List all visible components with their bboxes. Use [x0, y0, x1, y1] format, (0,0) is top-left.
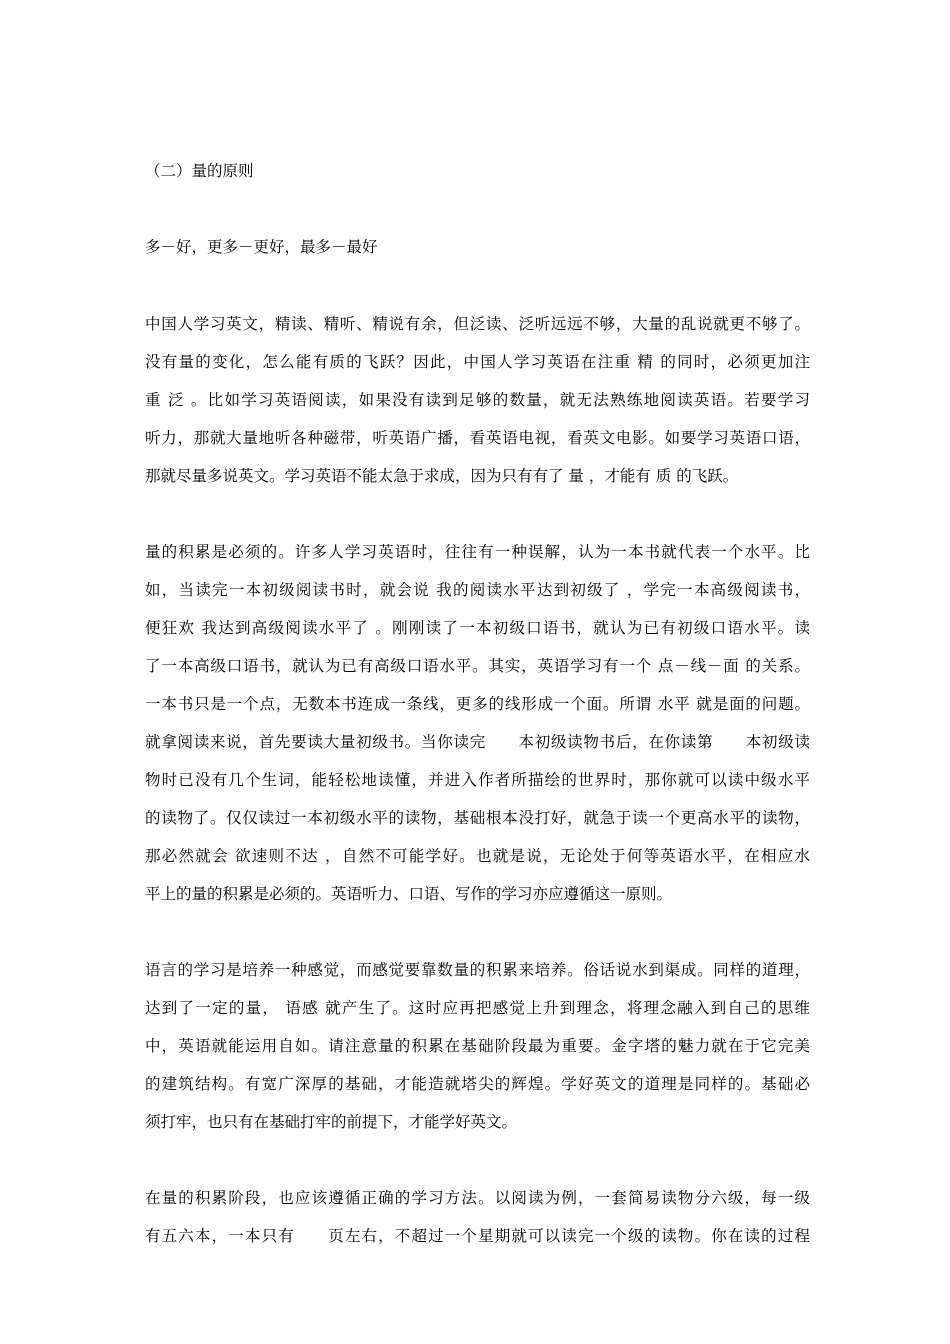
paragraph-3-line-3: 中，英语就能运用自如。请注意量的积累在基础阶段最为重要。金字塔的魅力就在于它完美 — [145, 1037, 810, 1055]
paragraph-2-line-10: 平上的量的积累是必须的。英语听力、口语、写作的学习亦应遵循这一原则。 — [145, 885, 673, 903]
paragraph-2-line-8: 的读物了。仅仅读过一本初级水平的读物，基础根本没打好，就急于读一个更高水平的读物， — [145, 809, 810, 827]
paragraph-2-line-6: 就拿阅读来说，首先要读大量初级书。当你读完 本初级读物书后，在你读第 本初级读 — [145, 733, 810, 751]
section-heading: （二）量的原则 — [145, 162, 254, 180]
paragraph-2-line-9: 那必然就会 欲速则不达 ，自然不可能学好。也就是说，无论处于何等英语水平，在相应水 — [145, 847, 810, 865]
paragraph-4-line-2: 有五六本，一本只有 页左右，不超过一个星期就可以读完一个级的读物。你在读的过程 — [145, 1227, 810, 1245]
paragraph-2-line-5: 一本书只是一个点，无数本书连成一条线，更多的线形成一个面。所谓 水平 就是面的问题。 — [145, 695, 810, 713]
subtitle: 多－好，更多－更好，最多－最好 — [145, 238, 378, 256]
paragraph-1-line-5: 那就尽量多说英文。学习英语不能太急于求成，因为只有有了 量 ，才能有 质 的飞跃。 — [145, 467, 739, 485]
paragraph-3-line-4: 的建筑结构。有宽广深厚的基础，才能造就塔尖的辉煌。学好英文的道理是同样的。基础必 — [145, 1075, 810, 1093]
paragraph-3-line-5: 须打牢，也只有在基础打牢的前提下，才能学好英文。 — [145, 1113, 518, 1131]
paragraph-2-line-4: 了一本高级口语书，就认为已有高级口语水平。其实，英语学习有一个 点－线－面 的关系。 — [145, 657, 810, 675]
paragraph-1-line-2: 没有量的变化，怎么能有质的飞跃？因此，中国人学习英语在注重 精 的同时，必须更加注 — [145, 353, 810, 371]
paragraph-1-line-4: 听力，那就大量地听各种磁带，听英语广播，看英语电视，看英文电影。如要学习英语口语， — [145, 429, 810, 447]
paragraph-1-line-1: 中国人学习英文，精读、精听、精说有余，但泛读、泛听远远不够，大量的乱说就更不够了。 — [145, 315, 810, 333]
paragraph-2-line-1: 量的积累是必须的。许多人学习英语时，往往有一种误解，认为一本书就代表一个水平。比 — [145, 543, 810, 561]
paragraph-1-line-3: 重 泛 。比如学习英语阅读，如果没有读到足够的数量，就无法熟练地阅读英语。若要学习 — [145, 391, 810, 409]
paragraph-2-line-7: 物时已没有几个生词，能轻松地读懂，并进入作者所描绘的世界时，那你就可以读中级水平 — [145, 771, 810, 789]
paragraph-4-line-1: 在量的积累阶段，也应该遵循正确的学习方法。以阅读为例，一套简易读物分六级，每一级 — [145, 1189, 810, 1207]
paragraph-2-line-2: 如，当读完一本初级阅读书时，就会说 我的阅读水平达到初级了 ，学完一本高级阅读书， — [145, 581, 810, 599]
paragraph-2-line-3: 便狂欢 我达到高级阅读水平了 。刚刚读了一本初级口语书，就认为已有初级口语水平。读 — [145, 619, 810, 637]
paragraph-3-line-1: 语言的学习是培养一种感觉，而感觉要靠数量的积累来培养。俗话说水到渠成。同样的道理， — [145, 961, 810, 979]
paragraph-3-line-2: 达到了一定的量， 语感 就产生了。这时应再把感觉上升到理念，将理念融入到自己的思维 — [145, 999, 810, 1017]
